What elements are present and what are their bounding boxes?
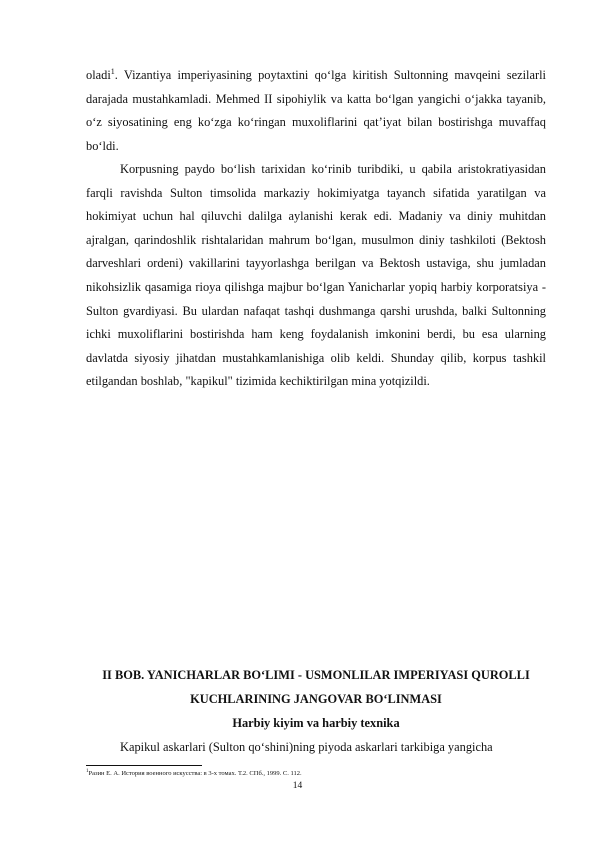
paragraph-3: Kapikul askarlari (Sulton qo‘shini)ning piyoda askarlari tarkibiga yangicha <box>120 740 493 754</box>
section-heading: Harbiy kiyim va harbiy texnika <box>232 716 400 730</box>
paragraph-1 <box>86 64 546 158</box>
footnote <box>86 769 302 778</box>
paragraph-1-text: . Vizantiya imperiyasining poytaxtini qo‘lga kiritish Sultonning mavqeini sezilarli darajada mustahkamladi. Mehmed II sipohiylik va katta bo‘lgan yangichi o‘jakka tayanib, o‘z siyosatining eng ko‘zga ko‘ringan muxoliflarini qat’iyat bilan bostirishga muvaffaq bo‘ldi. <box>86 68 546 153</box>
paragraph-1-lead: oladi <box>86 68 111 82</box>
footnote-reference: 1 <box>110 66 115 76</box>
chapter-heading: II BOB. YANICHARLAR BO‘LIMI - USMONLILAR IMPERIYASI QUROLLI KUCHLARINING JANGOVAR BO‘LINMASI <box>102 668 530 706</box>
footnote-divider <box>86 765 202 766</box>
page-number: 14 <box>292 781 303 791</box>
footnote-number: 1 <box>86 768 89 774</box>
footnote-text: Разин Е. А. История военного искусства: в 3-х томах. Т.2. СПб., 1999. С. 112. <box>88 770 302 777</box>
paragraph-2: Korpusning paydo bo‘lish tarixidan ko‘rinib turibdiki, u qabila aristokratiyasidan farqli ravishda Sulton timsolida markaziy hokimiyatga tayanch sifatida yaratilgan va hokimiyat uchun hal qiluvchi dalilga aylanishi kerak edi. Madaniy va diniy muhitdan ajralgan, qarindoshlik rishtalaridan mahrum bo‘lgan, musulmon diniy tashkiloti (Bektosh darveshlari ordeni) vakillarini tayyorlashga berilgan va Bektosh ustaviga, shu jumladan nikohsizlik qasamiga rioya qilishga majbur bo‘lgan Yanicharlar yopiq harbiy korporatsiya - Sulton gvardiyasi. Bu ulardan nafaqat tashqi dushmanga qarshi urushda, balki Sultonning ichki muxoliflarini bostirishda ham keng foydalanish imkonini berdi, bu esa ularning davlatda siyosiy jihatdan mustahkamlanishiga olib keldi. Shunday qilib, korpus tashkil etilgandan boshlab, "kapikul" tizimida kechiktirilgan mina yotqizildi. <box>86 162 546 389</box>
